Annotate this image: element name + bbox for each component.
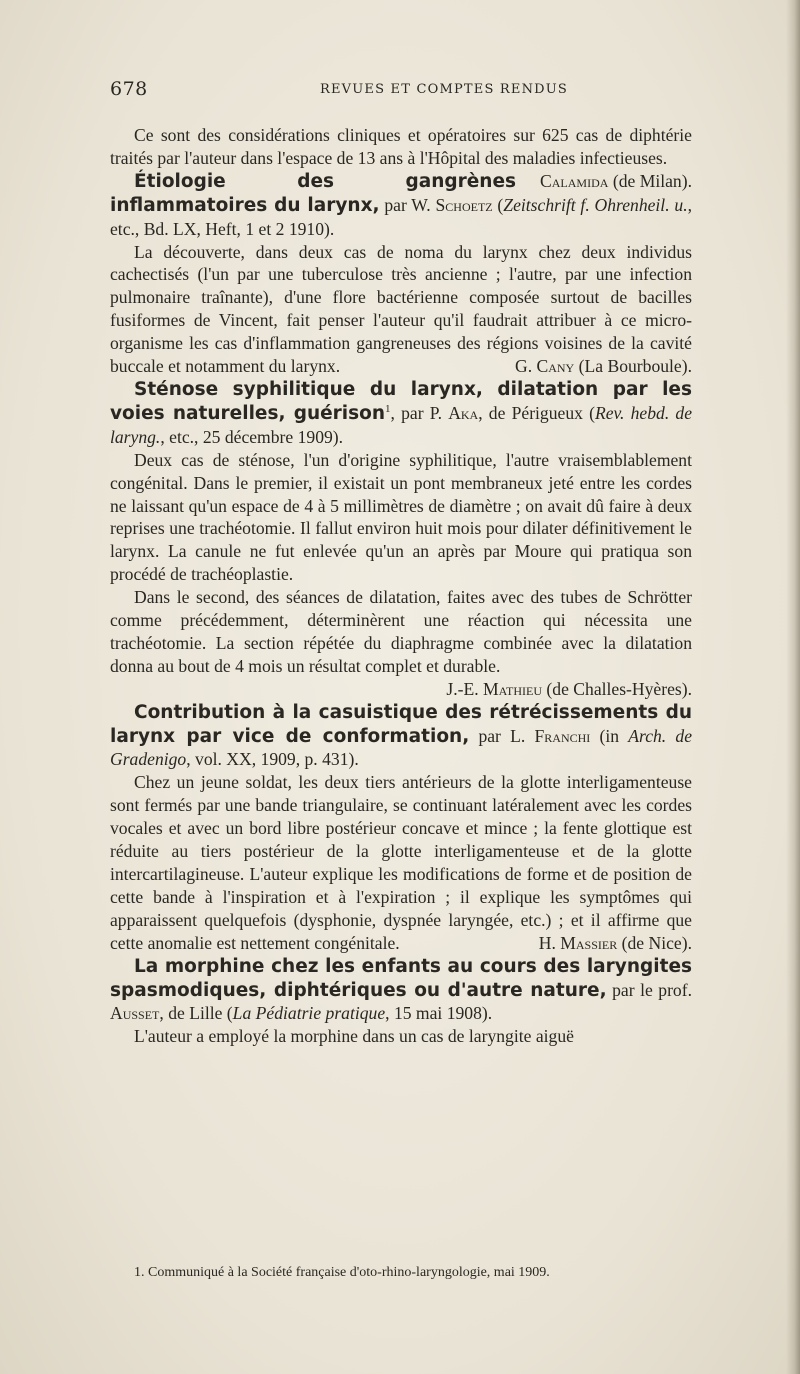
body-text (110, 124, 692, 1048)
intro-text: Ce sont des considérations cliniques et opératoires sur 625 cas de diphtérie traités par l'auteur dans l'espace de 13 ans à l'Hôpital des maladies infectieuses. (110, 125, 692, 168)
page-edge-shadow (786, 0, 800, 1374)
signature-place: (de Challes-Hyères). (546, 678, 692, 699)
article-signature (515, 932, 692, 955)
citation-text: , de Lille ( (159, 1003, 233, 1024)
signature-name: J.-E. Mathieu (446, 678, 543, 699)
article-title: Sténose syphilitique du larynx, dilatation par les voies naturelles, guérison (110, 378, 692, 424)
citation-text: , 15 mai 1908). (385, 1003, 493, 1024)
article-title: La morphine chez les enfants au cours des laryngites spasmodiques, diphtériques ou d'autre nature, (110, 955, 692, 1001)
article-heading (110, 701, 692, 772)
citation-author: Ausset (110, 1003, 160, 1024)
article-paragraph: La découverte, dans deux cas de noma du larynx chez deux individus cachectisés (l'un par une tuberculose très ancienne ; l'autre, par une infection pulmonaire traînante), d'une flore bactérienne composée surtout de bacilles fusiformes de Vincent, fait penser l'auteur qu'il faudrait attribuer à ce micro-organisme les cas d'inflammation gangreneuses des régions voisines de la cavité buccale et notamment du larynx. G. Cany (La Bourboule). (110, 241, 692, 377)
article-signature (491, 355, 692, 378)
signature-place: (de Milan). (612, 170, 692, 191)
citation-text: ( (492, 194, 504, 215)
citation-text: par L. (469, 725, 535, 746)
article-paragraph: Deux cas de sténose, l'un d'origine syphilitique, l'autre vraisemblablement congénital. Dans le premier, il existait un pont membraneux jeté entre les cordes ne laissant qu'un espace de 4 à 5 millimètres de diamètre ; on avait dû faire à deux reprises une trachéotomie. Il fallut environ huit mois pour dilater définitivement le larynx. La canule ne fut enlevée qu'un an après par Moure qui pratiqua son procédé de trachéoplastie. (110, 449, 692, 585)
signature-place: (de Nice). (621, 932, 692, 953)
citation-text: , de Périgueux ( (478, 402, 595, 423)
citation-text: , etc., 25 décembre 1909). (160, 426, 344, 447)
citation-journal: Rev. hebd. de laryng. (110, 402, 693, 447)
article-entry (110, 378, 692, 701)
citation-text: , vol. XX, 1909, p. 431). (186, 749, 359, 770)
article-title: Contribution à la casuistique des rétrécissements du larynx par vice de conformation, (110, 701, 692, 747)
footnote-number: 1. (134, 1265, 145, 1280)
article-paragraph: Dans le second, des séances de dilatation, faites avec des tubes de Schrötter comme précédemment, déterminèrent une réaction qui nécessita une trachéotomie. La section répétée du diaphragme combinée avec la dilatation donna au bout de 4 mois un résultat complet et durable. J.-E. Mathieu (de Challes-Hyères). (110, 587, 692, 699)
article-signature (422, 678, 692, 701)
footnote (110, 1262, 692, 1284)
intro-signature (516, 170, 692, 193)
article-heading (110, 955, 692, 1026)
citation-text: , par P. (390, 402, 449, 423)
citation-journal: La Pédiatrie pratique (232, 1003, 386, 1024)
article-paragraph: L'auteur a employé la morphine dans un cas de laryngite aiguë (134, 1026, 574, 1047)
signature-name: G. Cany (514, 356, 575, 377)
footnote-text: Communiqué à la Société française d'oto-rhino-laryngologie, mai 1909. (148, 1265, 550, 1280)
citation-author: Aka (448, 402, 479, 423)
article-title: Étiologie des gangrènes inflammatoires du larynx, (110, 170, 517, 216)
article-heading (110, 378, 692, 449)
citation-text: par W. (379, 194, 436, 215)
page-header (110, 78, 690, 102)
signature-name: H. Massier (538, 932, 618, 953)
citation-author: Schoetz (435, 194, 493, 215)
footnote-ref: 1 (385, 403, 391, 416)
intro-paragraph (110, 124, 692, 191)
article-list (110, 170, 692, 1048)
citation-text: (in (590, 725, 629, 746)
citation-author: Franchi (534, 725, 591, 746)
signature-name: Calamida (540, 170, 609, 191)
article-paragraph: Chez un jeune soldat, les deux tiers antérieurs de la glotte interligamenteuse sont fermés par une bande triangulaire, se continuant latéralement avec les cordes vocales et avec un bord libre postérieur concave et mince ; la fente glottique est réduite au tiers postérieur de la glotte interligamenteuse et de la glotte intercartilagineuse. L'auteur explique les modifications de forme et de position de cette bande à l'inspiration et à l'expiration ; il explique les symptômes qui apparaissent quelquefois (dysphonie, dyspnée laryngée, etc.) ; et il affirme que cette anomalie est nettement congénitale. H. Massier (de Nice). (110, 772, 692, 953)
citation-text: par le prof. (606, 979, 692, 1000)
article-entry (110, 170, 692, 378)
signature-place: (La Bourboule). (578, 356, 692, 377)
article-entry (110, 955, 692, 1049)
citation-journal: Zeitschrift f. Ohrenheil. u. (503, 194, 688, 215)
citation-journal: Arch. de Gradenigo (110, 725, 693, 770)
page-number: 678 (110, 78, 148, 100)
running-title: REVUES ET COMPTES RENDUS (320, 82, 569, 97)
article-entry (110, 701, 692, 955)
citation-text: , etc., Bd. LX, Heft, 1 et 2 1910). (110, 194, 692, 239)
